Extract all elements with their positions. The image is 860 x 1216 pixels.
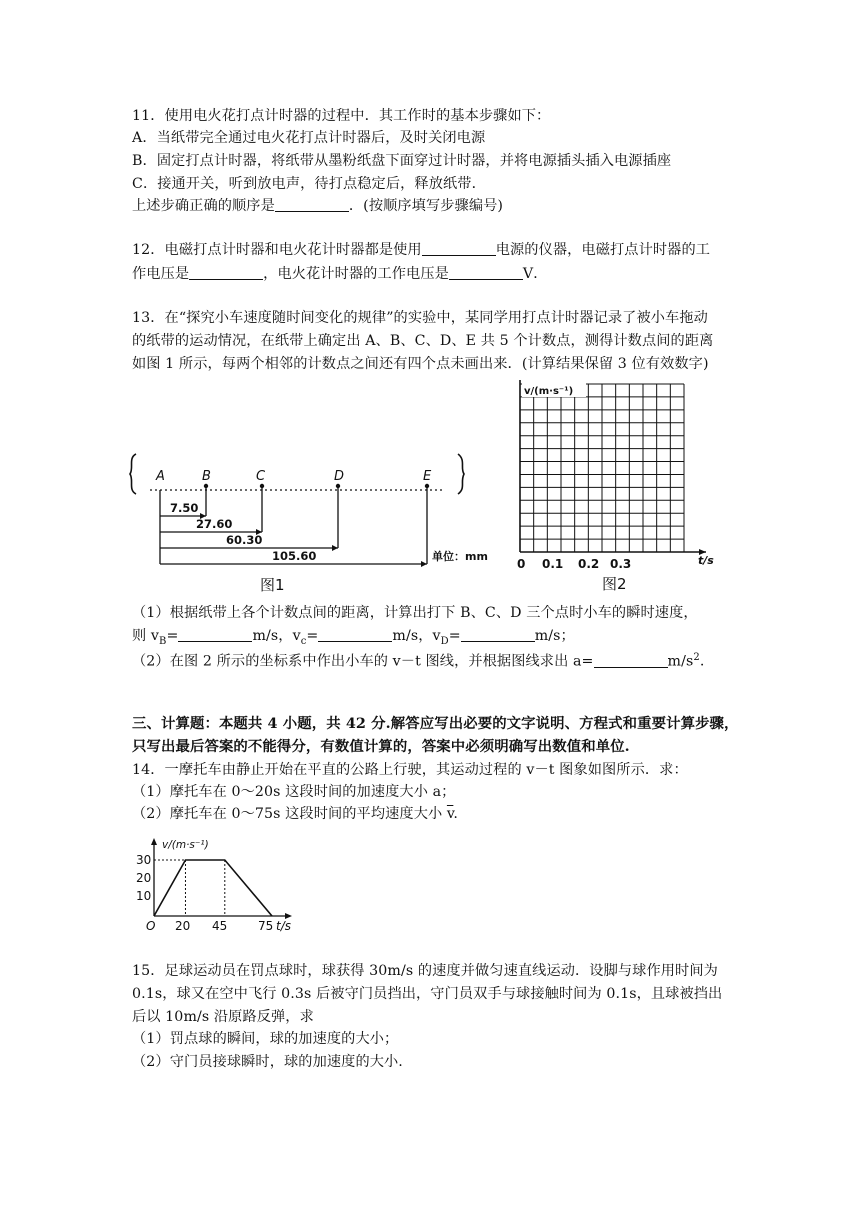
q12-text-3: 作电压是 <box>132 266 190 282</box>
tape-point-b: B <box>202 469 211 484</box>
q15-sub2: （2）守门员接球瞬时，球的加速度的大小. <box>132 1054 403 1070</box>
q12-text-5: V． <box>522 266 548 282</box>
fig2-tick-1: 0.1 <box>542 557 564 571</box>
q12-blank-em-voltage[interactable] <box>189 265 263 280</box>
q11-stem: 11．使用电火花打点计时器的过程中．其工作时的基本步骤如下： <box>132 108 551 124</box>
vc-blank[interactable] <box>318 627 392 642</box>
q14-xtick-45: 45 <box>212 919 228 933</box>
dim-arrow-ae <box>421 561 427 567</box>
q14-xlabel: t/s <box>276 919 291 933</box>
q14-stem: 14．一摩托车由静止开始在平直的公路上行驶，其运动过程的 v－t 图象如图所示．求： <box>132 762 688 778</box>
q11-order-line <box>132 196 503 216</box>
q12-text-2: 电源的仪器，电磁打点计时器的工 <box>495 242 711 258</box>
q11-step-b: B．固定打点计时器，将纸带从墨粉纸盘下面穿过计时器，并将电源插头插入电源插座 <box>132 153 672 169</box>
q13-sub2-text: （2）在图 2 所示的坐标系中作出小车的 v－t 图线，并根据图线求出 a= <box>132 653 594 670</box>
fig2-caption: 图2 <box>602 575 627 593</box>
q14-vt-graph <box>132 834 302 934</box>
q14-ylabel: v/(m·s⁻¹) <box>162 839 209 851</box>
q11-step-a: A．当纸带完全通过电火花打点计时器后，及时关闭电源 <box>132 130 486 146</box>
q15-line1: 15．足球运动员在罚点球时，球获得 30m/s 的速度并做匀速直线运动．设脚与球作用时间为 <box>132 963 718 979</box>
q14-avg-v: $\overline{v}$ <box>446 806 454 822</box>
dist-ad: 60.30 <box>226 533 263 547</box>
figure-2-grid <box>512 378 712 593</box>
q14-ytick-30: 30 <box>136 853 152 867</box>
tape-right-break <box>458 454 464 494</box>
q12-text-4: ，电火花计时器的工作电压是 <box>263 266 449 282</box>
vb-sub: B <box>159 635 167 647</box>
vd-sub: D <box>440 635 449 647</box>
q14-ytick-20: 20 <box>136 871 152 885</box>
fig1-caption: 图1 <box>260 576 285 594</box>
fig2-tick-3: 0.3 <box>610 557 632 571</box>
q13-line3: 如图 1 所示，每两个相邻的计数点之间还有四个点未画出来．(计算结果保留 3 位有效数字) <box>132 356 709 372</box>
vc-sub: c <box>300 635 307 647</box>
q14-xtick-20: 20 <box>175 919 191 933</box>
section3-heading-line1: 三、计算题：本题共 4 小题，共 42 分.解答应写出必要的文字说明、方程式和重要计算步骤， <box>132 715 739 732</box>
dist-ac: 27.60 <box>196 517 233 531</box>
tape-point-e: E <box>423 469 432 484</box>
tape-point-d: D <box>334 469 345 484</box>
q14-sub2-text: （2）摩托车在 0～75s 这段时间的平均速度大小 <box>132 806 447 822</box>
vb-blank[interactable] <box>178 627 252 642</box>
q14-origin: O <box>146 919 156 933</box>
fig1-unit: 单位：mm <box>432 550 488 563</box>
accel-unit: m/s <box>667 653 694 670</box>
fig2-tick-0: 0 <box>517 557 526 571</box>
q14-xtick-75: 75 <box>258 919 274 933</box>
q15-line2: 0.1s，球又在空中飞行 0.3s 后被守门员挡出，守门员双手与球接触时间为 0.1s，且球被挡出 <box>132 986 723 1002</box>
q15-line3: 后以 10m/s 沿原路反弹，求 <box>132 1009 314 1025</box>
dim-arrow-ad <box>332 545 338 551</box>
vd-label: m/s，v <box>392 628 441 644</box>
q13-sub1-line1: （1）根据纸带上各个计数点间的距离，计算出打下 B、C、D 三个点时小车的瞬时速度， <box>132 605 698 621</box>
accel-end: . <box>699 653 705 670</box>
q14-vt-line <box>154 860 272 916</box>
vd-eq: = <box>448 628 461 644</box>
q15-sub1: （1）罚点球的瞬间，球的加速度的大小； <box>132 1031 399 1047</box>
dist-ae: 105.60 <box>272 549 317 563</box>
q11-order-post: ．(按顺序填写步骤编号) <box>348 198 504 214</box>
q14-sub1-end: ； <box>441 784 456 800</box>
figure-1-paper-tape <box>126 446 496 596</box>
q12-line1 <box>132 240 710 260</box>
tape-point-a: A <box>156 469 165 484</box>
vd-blank[interactable] <box>461 627 535 642</box>
q12-line2 <box>132 264 548 284</box>
q14-sub1 <box>132 782 455 802</box>
tape-point-c: C <box>256 469 266 484</box>
section3-heading-line2: 只写出最后答案的不能得分，有数值计算的，答案中必须明确写出数值和单位. <box>132 738 630 755</box>
q13-line1: 13．在“探究小车速度随时间变化的规律”的实验中，某同学用打点计时器记录了被小车拖动 <box>132 310 708 326</box>
vd-unit: m/s； <box>534 628 575 644</box>
accel-blank[interactable] <box>594 653 668 668</box>
fig2-tick-2: 0.2 <box>578 557 600 571</box>
fig2-xlabel: t/s <box>698 554 714 567</box>
q12-blank-spark-voltage[interactable] <box>449 265 523 280</box>
vb-label: 则 v <box>132 628 160 644</box>
q11-order-pre: 上述步确正确的顺序是 <box>132 198 275 214</box>
q14-y-arrow <box>151 838 157 845</box>
fig2-ylabel: v/(m·s⁻¹) <box>524 386 574 397</box>
q12-text-1: 12．电磁打点计时器和电火花计时器都是使用 <box>132 242 422 258</box>
accel-unit-exp: 2 <box>693 652 700 663</box>
q14-sub1-text: （1）摩托车在 0～20s 这段时间的加速度大小 a <box>132 784 442 800</box>
vc-eq: = <box>306 628 319 644</box>
dist-ab: 7.50 <box>170 501 199 515</box>
tape-left-break <box>130 454 136 494</box>
q11-step-c: C．接通开关，听到放电声，待打点稳定后，释放纸带． <box>132 176 486 192</box>
vc-label: m/s，v <box>252 628 301 644</box>
q14-sub2 <box>132 804 458 824</box>
vb-eq: = <box>166 628 179 644</box>
q13-line2: 的纸带的运动情况，在纸带上确定出 A、B、C、D、E 共 5 个计数点，测得计数点间的距离 <box>132 333 714 349</box>
q12-blank-power[interactable] <box>422 241 496 256</box>
q14-ytick-10: 10 <box>136 889 152 903</box>
q11-answer-blank[interactable] <box>275 197 349 212</box>
q13-sub2 <box>132 648 704 672</box>
q14-sub2-end: . <box>453 806 458 822</box>
